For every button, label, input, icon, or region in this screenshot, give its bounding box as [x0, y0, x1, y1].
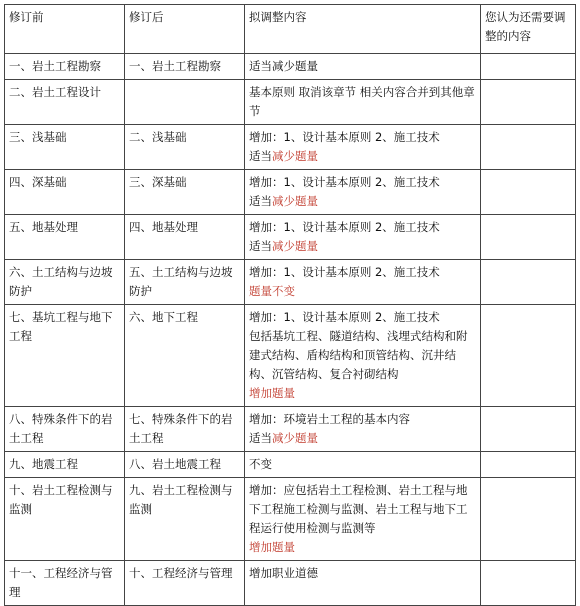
cell-opinion[interactable] [481, 170, 576, 215]
table-row [5, 452, 576, 478]
cell-opinion[interactable] [481, 54, 576, 80]
cell-content [245, 215, 481, 260]
header-opinion: 您认为还需要调整的内容 [481, 5, 576, 54]
table-row [5, 80, 576, 125]
content-highlight: 题量不变 [249, 284, 295, 298]
cell-after: 六、地下工程 [125, 305, 245, 407]
cell-before: 一、岩土工程勘察 [5, 54, 125, 80]
cell-after [125, 80, 245, 125]
content-text: 适当 [249, 431, 272, 445]
content-line [249, 83, 476, 121]
cell-opinion[interactable] [481, 407, 576, 452]
cell-opinion[interactable] [481, 478, 576, 561]
content-highlight: 减少题量 [272, 431, 318, 445]
content-text: 增加：1、设计基本原则 2、施工技术 [249, 130, 440, 144]
content-text: 增加：1、设计基本原则 2、施工技术 [249, 310, 440, 324]
cell-opinion[interactable] [481, 561, 576, 606]
cell-content [245, 478, 481, 561]
header-after: 修订后 [125, 5, 245, 54]
table-row [5, 170, 576, 215]
content-line [249, 384, 476, 403]
header-before: 修订前 [5, 5, 125, 54]
cell-content [245, 54, 481, 80]
table-row [5, 305, 576, 407]
content-text: 基本原则 取消该章节 相关内容合并到其他章节 [249, 85, 475, 118]
revision-table [4, 4, 576, 606]
content-line [249, 429, 476, 448]
content-line [249, 218, 476, 237]
cell-before: 五、地基处理 [5, 215, 125, 260]
content-highlight: 增加题量 [249, 540, 295, 554]
cell-before: 九、地震工程 [5, 452, 125, 478]
cell-after: 九、岩土工程检测与监测 [125, 478, 245, 561]
cell-before: 十一、工程经济与管理 [5, 561, 125, 606]
cell-after: 七、特殊条件下的岩土工程 [125, 407, 245, 452]
table-row [5, 561, 576, 606]
table-row [5, 260, 576, 305]
content-highlight: 增加题量 [249, 386, 295, 400]
content-line [249, 237, 476, 256]
cell-before: 八、特殊条件下的岩土工程 [5, 407, 125, 452]
cell-after: 二、浅基础 [125, 125, 245, 170]
content-text: 增加：环境岩土工程的基本内容 [249, 412, 410, 426]
content-line [249, 192, 476, 211]
cell-before: 四、深基础 [5, 170, 125, 215]
table-header-row [5, 5, 576, 54]
table-row [5, 407, 576, 452]
content-line [249, 147, 476, 166]
cell-after: 五、土工结构与边坡防护 [125, 260, 245, 305]
cell-before: 二、岩土工程设计 [5, 80, 125, 125]
cell-after: 八、岩土地震工程 [125, 452, 245, 478]
content-line [249, 564, 476, 583]
content-line [249, 57, 476, 76]
content-highlight: 减少题量 [272, 149, 318, 163]
content-text: 适当减少题量 [249, 59, 318, 73]
content-line [249, 282, 476, 301]
cell-opinion[interactable] [481, 305, 576, 407]
content-text: 增加：1、设计基本原则 2、施工技术 [249, 220, 440, 234]
cell-before: 七、基坑工程与地下工程 [5, 305, 125, 407]
cell-content [245, 561, 481, 606]
table-row [5, 125, 576, 170]
cell-after: 十、工程经济与管理 [125, 561, 245, 606]
content-text: 适当 [249, 239, 272, 253]
cell-content [245, 407, 481, 452]
cell-opinion[interactable] [481, 260, 576, 305]
cell-after: 一、岩土工程勘察 [125, 54, 245, 80]
cell-content [245, 305, 481, 407]
content-text: 增加职业道德 [249, 566, 318, 580]
cell-after: 四、地基处理 [125, 215, 245, 260]
cell-content [245, 170, 481, 215]
content-line [249, 410, 476, 429]
cell-opinion[interactable] [481, 452, 576, 478]
content-highlight: 减少题量 [272, 239, 318, 253]
content-line [249, 128, 476, 147]
cell-opinion[interactable] [481, 80, 576, 125]
content-text: 适当 [249, 194, 272, 208]
content-line [249, 455, 476, 474]
cell-before: 三、浅基础 [5, 125, 125, 170]
content-line [249, 308, 476, 327]
content-line [249, 327, 476, 384]
content-line [249, 481, 476, 538]
cell-content [245, 80, 481, 125]
cell-opinion[interactable] [481, 215, 576, 260]
content-highlight: 减少题量 [272, 194, 318, 208]
content-text: 适当 [249, 149, 272, 163]
table-row [5, 215, 576, 260]
cell-after: 三、深基础 [125, 170, 245, 215]
cell-content [245, 452, 481, 478]
content-text: 不变 [249, 457, 272, 471]
cell-content [245, 125, 481, 170]
table-row [5, 54, 576, 80]
cell-opinion[interactable] [481, 125, 576, 170]
content-text: 增加：1、设计基本原则 2、施工技术 [249, 175, 440, 189]
cell-content [245, 260, 481, 305]
content-text: 增加：1、设计基本原则 2、施工技术 [249, 265, 440, 279]
content-line [249, 538, 476, 557]
cell-before: 六、土工结构与边坡防护 [5, 260, 125, 305]
content-line [249, 173, 476, 192]
header-content: 拟调整内容 [245, 5, 481, 54]
table-row [5, 478, 576, 561]
content-line [249, 263, 476, 282]
content-text: 包括基坑工程、隧道结构、浅埋式结构和附建式结构、盾构结构和顶管结构、沉井结构、沉管结构、复合衬砌结构 [249, 329, 468, 381]
content-text: 增加：应包括岩土工程检测、岩土工程与地下工程施工检测与监测、岩土工程与地下工程运行使用检测与监测等 [249, 483, 468, 535]
cell-before: 十、岩土工程检测与监测 [5, 478, 125, 561]
